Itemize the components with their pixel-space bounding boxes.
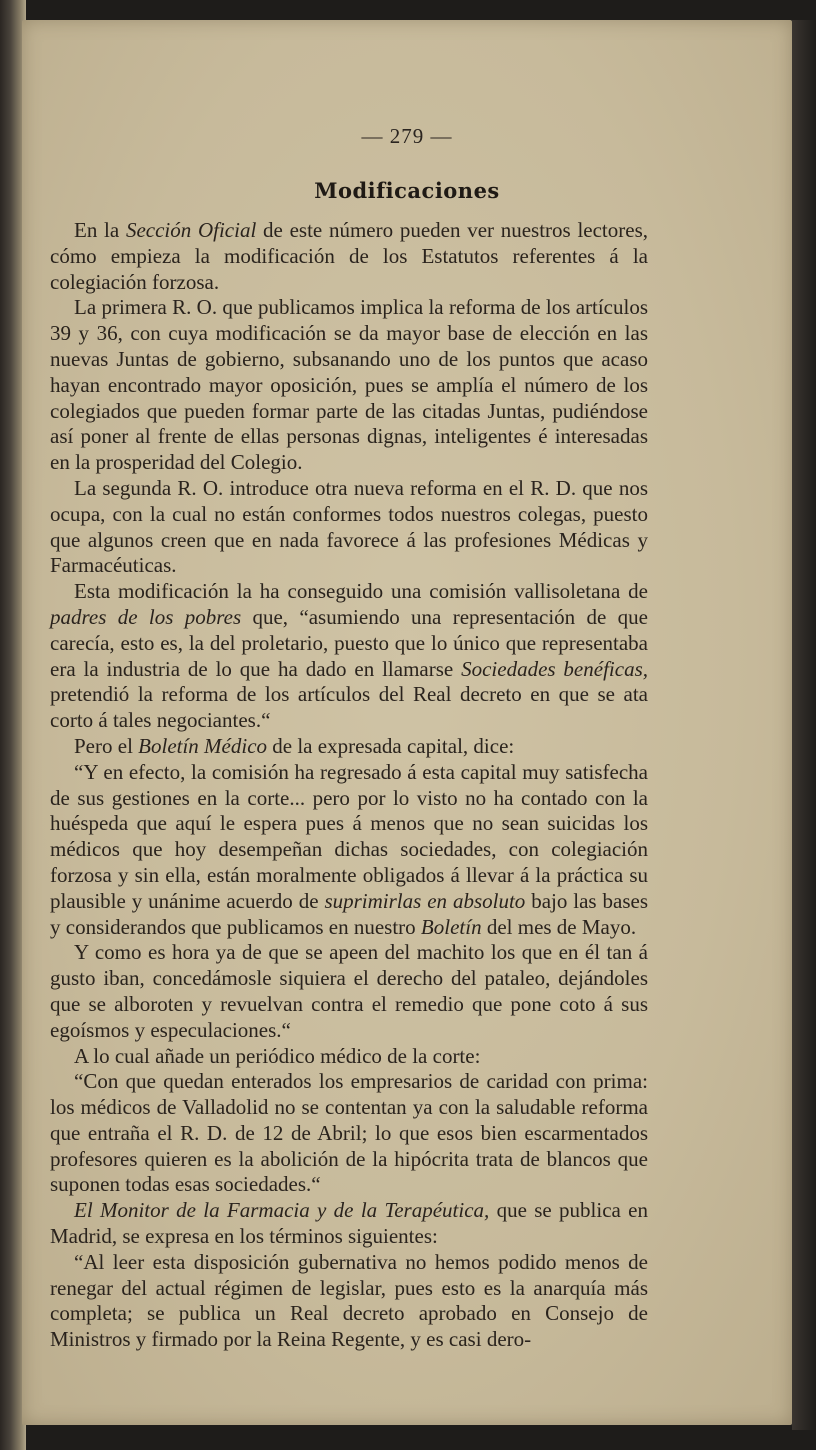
text-segment: bajo las bases y considerandos que publicamos en nuestro — [50, 888, 648, 939]
text-segment: que se publica en Madrid, se expresa en los términos siguientes: — [50, 1198, 648, 1249]
scan-right-edge — [792, 20, 816, 1430]
italic-text: Boletín — [420, 914, 482, 939]
paragraph — [50, 1250, 648, 1353]
italic-text: suprimirlas en absoluto — [324, 888, 526, 913]
text-segment: En la — [74, 218, 126, 242]
paragraph — [50, 295, 648, 476]
italic-text: padres de los pobres — [50, 604, 242, 629]
text-segment: de la expresada capital, dice: — [267, 733, 515, 758]
paragraph — [50, 1044, 648, 1070]
text-segment: La primera R. O. que publicamos implica la reforma de los artículos 39 y 36, con cuya modificación se da mayor base de elección en las nuevas Juntas de gobierno, subsanando uno de los puntos que acaso hayan encontrado mayor oposición, pues se amplía el número de los colegiados que pueden formar parte de las citadas Juntas, pudiéndose así poner al frente de ellas personas dignas, inteligentes é interesadas en la prosperidad del Colegio. — [50, 295, 648, 475]
italic-text: Sociedades benéficas, — [461, 656, 648, 681]
paragraph — [50, 476, 648, 579]
text-segment: Esta modificación la ha conseguido una comisión vallisoletana de — [74, 579, 648, 604]
text-segment: “Con que quedan enterados los empresarios de caridad con prima: los médicos de Valladolid no se contentan ya con la saludable reforma que entraña el R. D. de 12 de Abril; lo que esos bien escarmentados profesores quieren es la abolición de la hipócrita trata de blancos que suponen todas esas sociedades.“ — [50, 1069, 648, 1197]
page-number: — 279 — — [361, 124, 453, 148]
italic-text: Sección Oficial — [125, 218, 257, 242]
paragraph — [50, 1198, 648, 1250]
paragraph — [50, 760, 648, 941]
article-heading: Modificaciones — [314, 178, 500, 203]
text-segment: “Y en efecto, la comisión ha regresado á esta capital muy satisfecha de sus gestiones en la corte... pero por lo visto no ha contado con la huéspeda que aquí le espera pues á menos que no sean suicidas los médicos que hoy desempeñan dichas sociedades, con colegiación forzosa y sin ella, están moralmente obligados á llevar á la práctica su plausible y unánime acuerdo de — [50, 759, 648, 913]
paragraph — [50, 1069, 648, 1198]
italic-text: Boletín Médico — [138, 733, 268, 758]
text-segment: A lo cual añade un periódico médico de la corte: — [74, 1043, 481, 1068]
text-segment: La segunda R. O. introduce otra nueva reforma en el R. D. que nos ocupa, con la cual no están conformes todos nuestros colegas, puesto que algunos creen que en nada favorece á las profesiones Médicas y Farmacéuticas. — [50, 475, 648, 578]
text-segment: Y como es hora ya de que se apeen del machito los que en él tan á gusto iban, concedámosle siquiera el derecho del pataleo, dejándoles que se alboroten y revuelvan contra el remedio que pone coto á sus egoísmos y especulaciones.“ — [50, 940, 648, 1042]
paragraph — [50, 579, 648, 734]
article-body — [50, 218, 648, 1353]
text-segment: “Al leer esta disposición gubernativa no hemos podido menos de renegar del actual régimen de legislar, pues esto es la anarquía más completa; se publica un Real decreto aprobado en Consejo de Ministros y firmado por la Reina Regente, y es casi dero- — [50, 1249, 648, 1352]
text-segment: pretendió la reforma de los artículos del Real decreto en que se ata corto á tales negociantes.“ — [50, 682, 648, 733]
paragraph — [50, 940, 648, 1043]
paragraph — [50, 734, 648, 760]
text-segment: de este número pueden ver nuestros lectores, cómo empieza la modificación de los Estatutos referentes á la colegiación forzosa. — [50, 218, 648, 294]
paragraph — [50, 218, 648, 295]
text-segment: del mes de Mayo. — [481, 914, 637, 939]
text-segment: que, “asumiendo una representación de que carecía, esto es, la del proletario, puesto que lo único que representaba era la industria de lo que ha dado en llamarse — [50, 604, 648, 681]
book-page — [22, 20, 792, 1425]
text-segment: Pero el — [74, 733, 139, 758]
italic-text: El Monitor de la Farmacia y de la Terapéutica, — [74, 1198, 490, 1223]
